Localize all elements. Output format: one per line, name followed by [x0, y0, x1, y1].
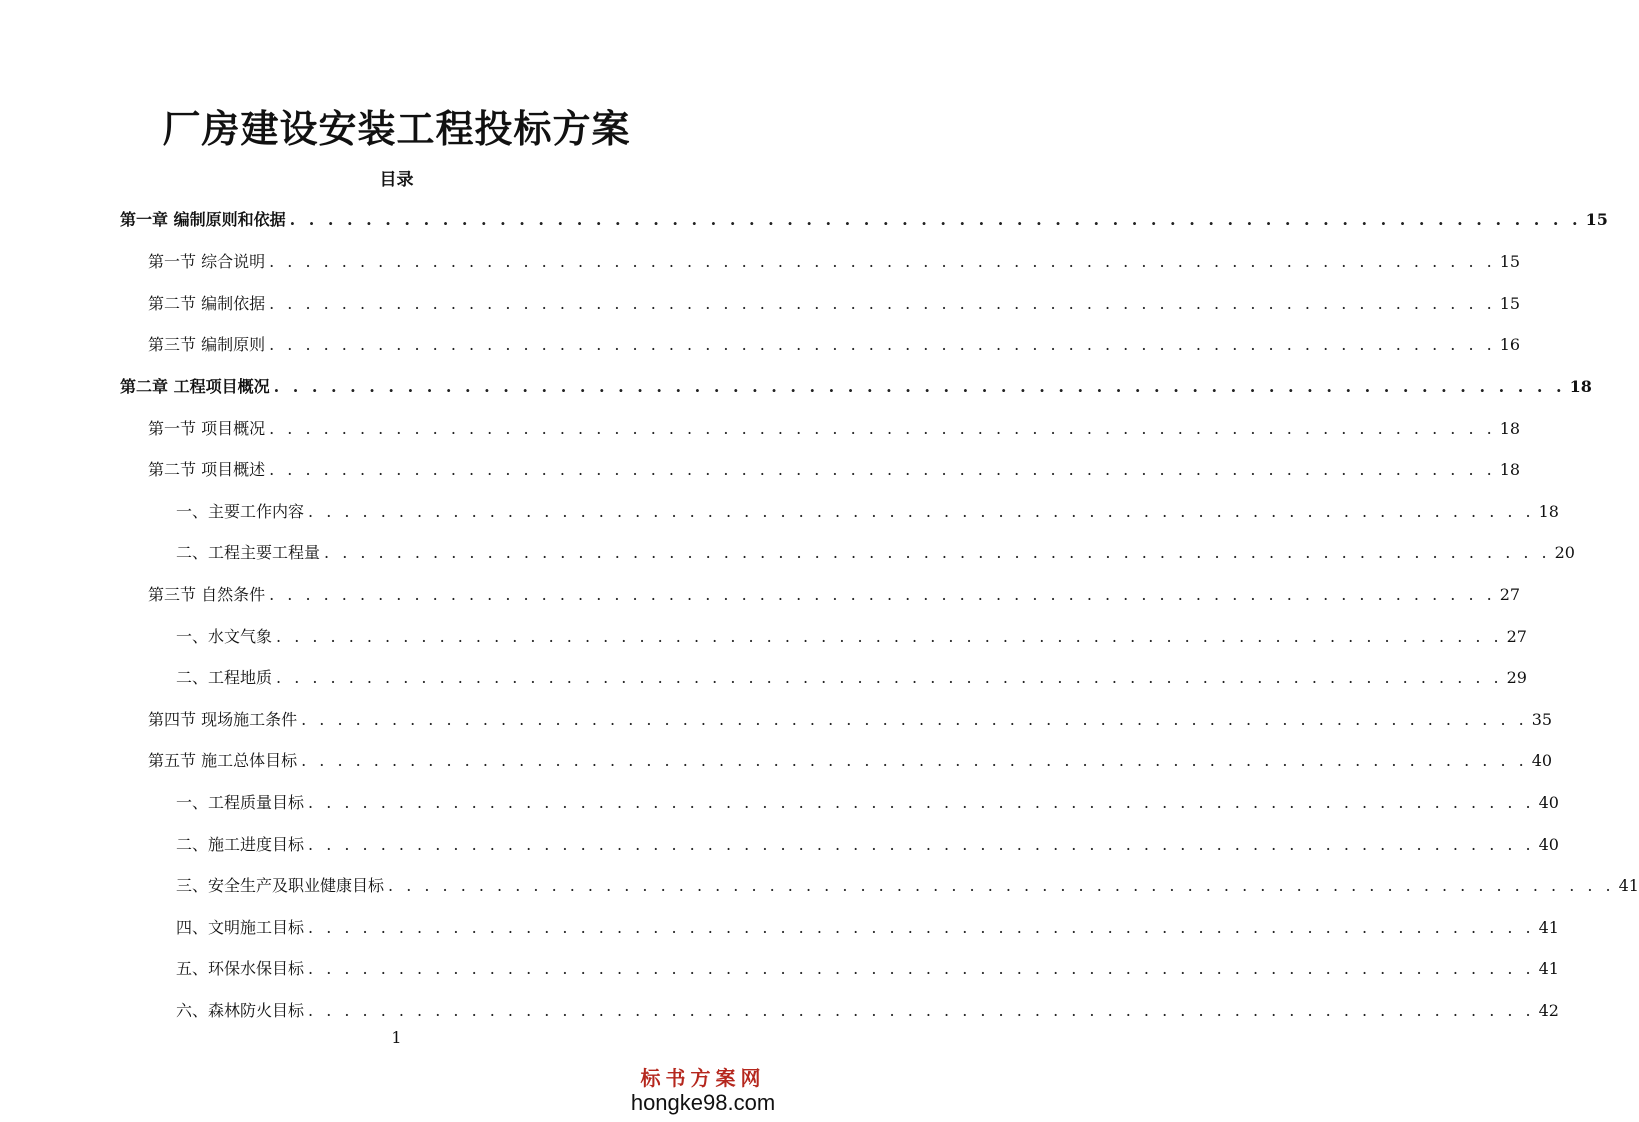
page-number: 1	[391, 1028, 402, 1047]
toc-entry-page: 42	[1538, 1001, 1559, 1020]
toc-entry[interactable]	[176, 540, 1575, 566]
watermark-url: hongke98.com	[630, 1090, 776, 1115]
toc-entry[interactable]	[148, 291, 1521, 317]
dot-leader: . . . . . . . . . . . . . . . . . . . . . . . . . . . . . . . . . . . . . . . . . . . . . . . . . . . . . . . . . . . . . . . . . . . .	[324, 543, 1551, 562]
toc-entry[interactable]	[120, 207, 1608, 233]
toc-entry-page: 18	[1569, 377, 1592, 396]
toc-entry-page: 15	[1585, 210, 1608, 229]
dot-leader: . . . . . . . . . . . . . . . . . . . . . . . . . . . . . . . . . . . . . . . . . . . . . . . . . . . . . . . . . . . . . . . . . . . .	[308, 835, 1535, 854]
dot-leader: . . . . . . . . . . . . . . . . . . . . . . . . . . . . . . . . . . . . . . . . . . . . . . . . . . . . . . . . . . . . . . . . . . . .	[269, 460, 1496, 479]
toc-entry-label: 第二节 编制依据	[148, 294, 266, 313]
dot-leader: . . . . . . . . . . . . . . . . . . . . . . . . . . . . . . . . . . . . . . . . . . . . . . . . . . . . . . . . . . . . . . . . . . . .	[308, 959, 1535, 978]
toc-entry-page: 27	[1506, 627, 1527, 646]
toc-entry-page: 41	[1538, 959, 1559, 978]
toc-entry-label: 一、水文气象	[176, 627, 273, 646]
dot-leader: . . . . . . . . . . . . . . . . . . . . . . . . . . . . . . . . . . . . . . . . . . . . . . . . . . . . . . . . . . . . . . . . . . . .	[388, 876, 1615, 895]
dot-leader: . . . . . . . . . . . . . . . . . . . . . . . . . . . . . . . . . . . . . . . . . . . . . . . . . . . . . . . . . . . . . . . . . . . .	[269, 419, 1496, 438]
toc-entry-label: 二、工程地质	[176, 668, 273, 687]
toc-entry[interactable]	[176, 873, 1639, 899]
toc-entry-label: 二、施工进度目标	[176, 835, 305, 854]
dot-leader: . . . . . . . . . . . . . . . . . . . . . . . . . . . . . . . . . . . . . . . . . . . . . . . . . . . . . . . . . . . . . . . . . . . .	[269, 585, 1496, 604]
dot-leader: . . . . . . . . . . . . . . . . . . . . . . . . . . . . . . . . . . . . . . . . . . . . . . . . . . . . . . . . . . . . . . . . . . . .	[301, 751, 1528, 770]
toc-entry-page: 18	[1499, 460, 1521, 479]
toc-entry-page: 16	[1499, 335, 1521, 354]
toc-entry-page: 18	[1538, 502, 1559, 521]
toc-entry-page: 41	[1618, 876, 1639, 895]
toc-entry-label: 第一节 项目概况	[148, 419, 266, 438]
toc-entry[interactable]	[176, 665, 1527, 691]
toc-entry-label: 五、环保水保目标	[176, 959, 305, 978]
toc-entry[interactable]	[148, 748, 1553, 774]
watermark	[623, 1066, 783, 1116]
toc-entry-label: 第一章 编制原则和依据	[120, 210, 286, 229]
dot-leader: . . . . . . . . . . . . . . . . . . . . . . . . . . . . . . . . . . . . . . . . . . . . . . . . . . . . . . . . . . . . . . . . . . . .	[308, 1001, 1535, 1020]
toc-entry-label: 第二章 工程项目概况	[120, 377, 270, 396]
toc-entry-label: 第三节 编制原则	[148, 335, 266, 354]
toc-entry-label: 一、工程质量目标	[176, 793, 305, 812]
dot-leader: . . . . . . . . . . . . . . . . . . . . . . . . . . . . . . . . . . . . . . . . . . . . . . . . . . . . . . . . . . . . . . . . . . . .	[269, 252, 1496, 271]
watermark-brand: 标书方案网	[640, 1066, 766, 1090]
dot-leader: . . . . . . . . . . . . . . . . . . . . . . . . . . . . . . . . . . . . . . . . . . . . . . . . . . . . . . . . . . . . . . . . . . . .	[308, 918, 1535, 937]
toc-entry[interactable]	[148, 416, 1521, 442]
toc-entry[interactable]	[148, 457, 1521, 483]
dot-leader: . . . . . . . . . . . . . . . . . . . . . . . . . . . . . . . . . . . . . . . . . . . . . . . . . . . . . . . . . . . . . . . . . . . .	[289, 210, 1582, 229]
toc-entry[interactable]	[176, 915, 1559, 941]
toc-entry-page: 35	[1531, 710, 1553, 729]
dot-leader: . . . . . . . . . . . . . . . . . . . . . . . . . . . . . . . . . . . . . . . . . . . . . . . . . . . . . . . . . . . . . . . . . . . .	[276, 627, 1503, 646]
document-title: 厂房建设安装工程投标方案	[162, 106, 631, 151]
toc-entry-label: 六、森林防火目标	[176, 1001, 305, 1020]
toc-entry-label: 二、工程主要工程量	[176, 543, 321, 562]
toc-entry[interactable]	[176, 998, 1559, 1024]
dot-leader: . . . . . . . . . . . . . . . . . . . . . . . . . . . . . . . . . . . . . . . . . . . . . . . . . . . . . . . . . . . . . . . . . . . .	[273, 377, 1566, 396]
dot-leader: . . . . . . . . . . . . . . . . . . . . . . . . . . . . . . . . . . . . . . . . . . . . . . . . . . . . . . . . . . . . . . . . . . . .	[308, 793, 1535, 812]
toc-entry[interactable]	[148, 249, 1521, 275]
toc-entry-label: 第二节 项目概述	[148, 460, 266, 479]
toc-entry-page: 18	[1499, 419, 1521, 438]
toc-entry-label: 三、安全生产及职业健康目标	[176, 876, 385, 895]
toc-entry[interactable]	[176, 956, 1559, 982]
toc-entry[interactable]	[148, 707, 1553, 733]
toc-entry[interactable]	[120, 374, 1592, 400]
toc-entry[interactable]	[176, 624, 1527, 650]
toc-entry-label: 第四节 现场施工条件	[148, 710, 298, 729]
toc-entry-page: 15	[1499, 294, 1521, 313]
toc-entry-page: 29	[1506, 668, 1527, 687]
dot-leader: . . . . . . . . . . . . . . . . . . . . . . . . . . . . . . . . . . . . . . . . . . . . . . . . . . . . . . . . . . . . . . . . . . . .	[276, 668, 1503, 687]
dot-leader: . . . . . . . . . . . . . . . . . . . . . . . . . . . . . . . . . . . . . . . . . . . . . . . . . . . . . . . . . . . . . . . . . . . .	[269, 335, 1496, 354]
toc-entry-label: 一、主要工作内容	[176, 502, 305, 521]
toc-entry[interactable]	[148, 332, 1521, 358]
toc-entry-page: 40	[1531, 751, 1553, 770]
toc-entry-label: 四、文明施工目标	[176, 918, 305, 937]
dot-leader: . . . . . . . . . . . . . . . . . . . . . . . . . . . . . . . . . . . . . . . . . . . . . . . . . . . . . . . . . . . . . . . . . . . .	[301, 710, 1528, 729]
toc-entry[interactable]	[148, 582, 1521, 608]
toc-entry[interactable]	[176, 499, 1559, 525]
toc-entry-page: 41	[1538, 918, 1559, 937]
dot-leader: . . . . . . . . . . . . . . . . . . . . . . . . . . . . . . . . . . . . . . . . . . . . . . . . . . . . . . . . . . . . . . . . . . . .	[308, 502, 1535, 521]
dot-leader: . . . . . . . . . . . . . . . . . . . . . . . . . . . . . . . . . . . . . . . . . . . . . . . . . . . . . . . . . . . . . . . . . . . .	[269, 294, 1496, 313]
toc-entry-label: 第一节 综合说明	[148, 252, 266, 271]
toc-entry-page: 27	[1499, 585, 1521, 604]
toc-entry-label: 第五节 施工总体目标	[148, 751, 298, 770]
toc-entry[interactable]	[176, 832, 1559, 858]
toc-entry-page: 15	[1499, 252, 1521, 271]
toc-entry-page: 40	[1538, 835, 1559, 854]
toc-entry-page: 20	[1554, 543, 1575, 562]
toc-entry-label: 第三节 自然条件	[148, 585, 266, 604]
toc-entry-page: 40	[1538, 793, 1559, 812]
toc-entry[interactable]	[176, 790, 1559, 816]
toc-heading: 目录	[379, 170, 414, 190]
